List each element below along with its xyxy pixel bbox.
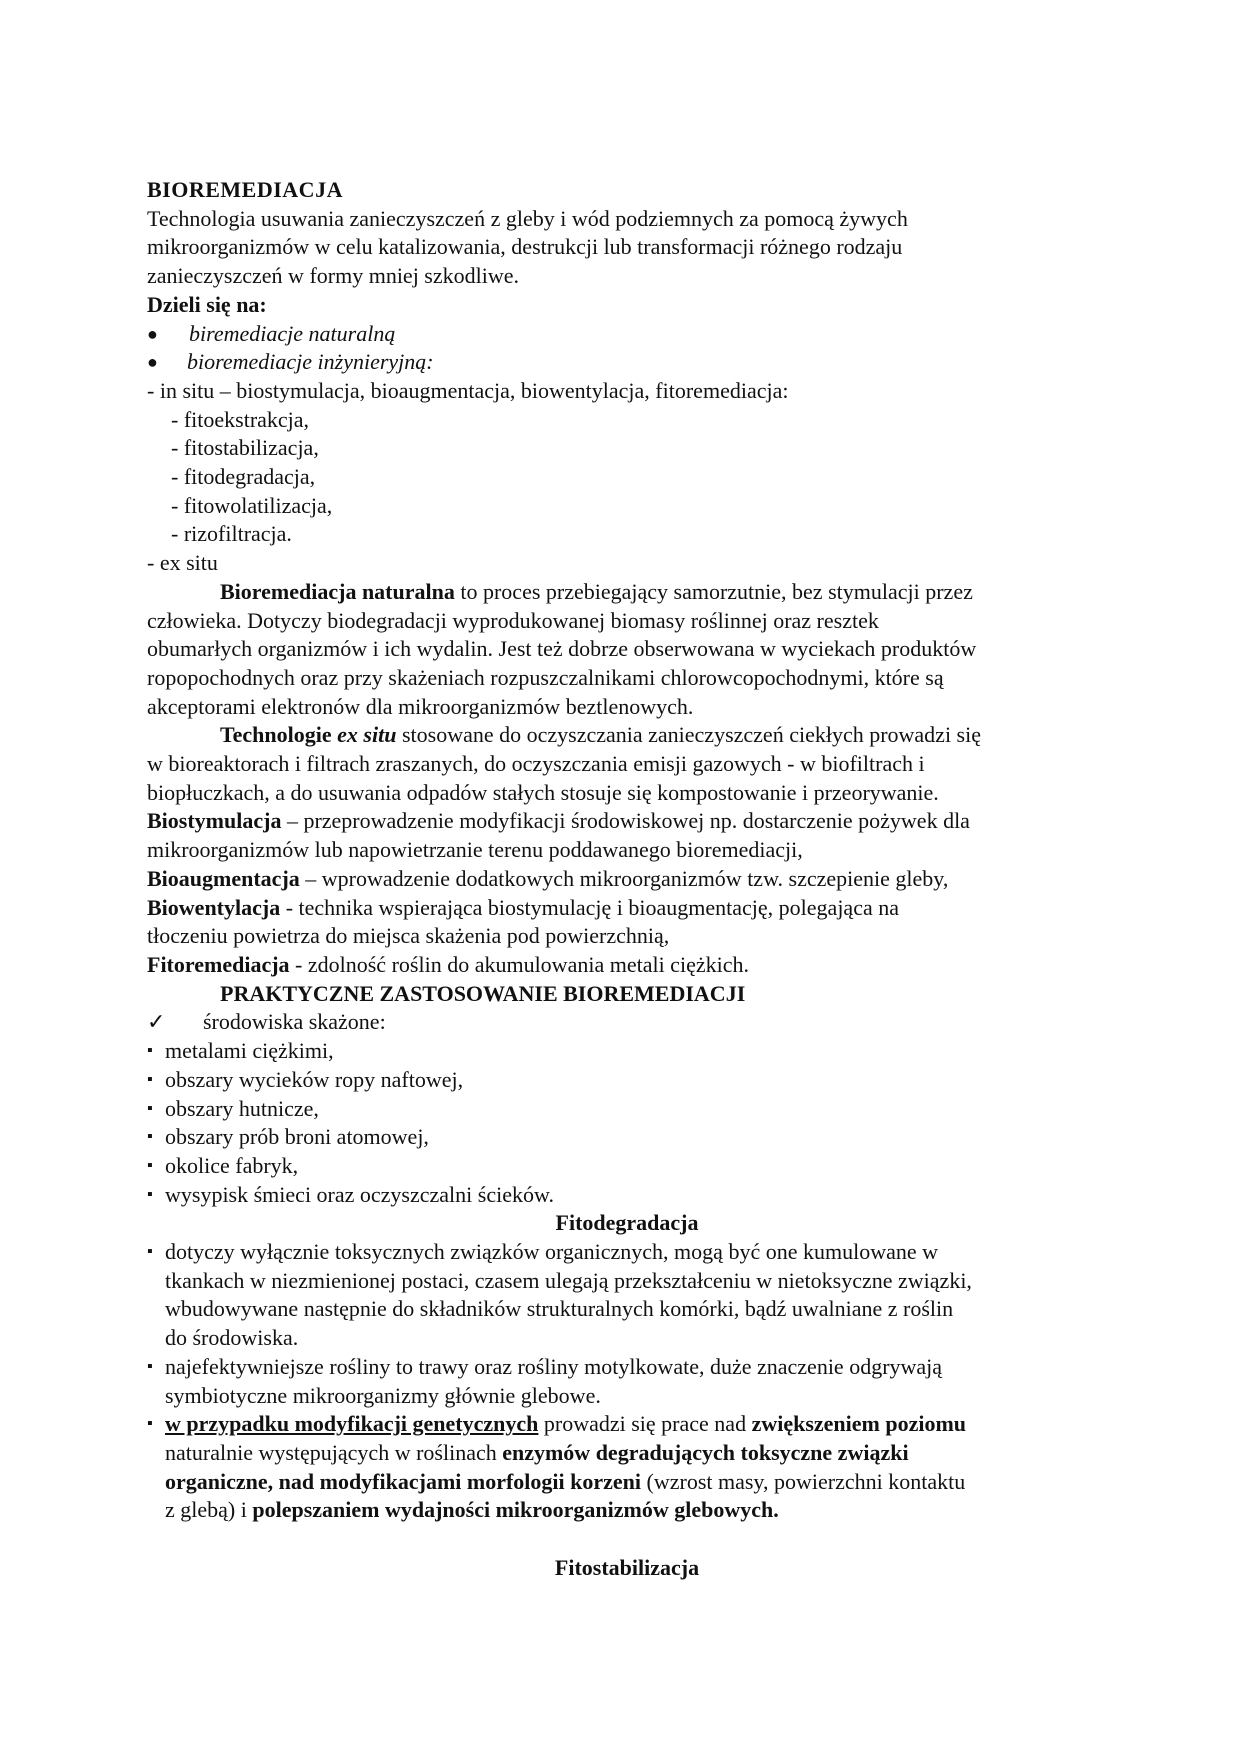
definition-line: tłoczeniu powietrza do miejsca skażenia pod powierzchnią, bbox=[147, 923, 670, 949]
paragraph-line: akceptorami elektronów dla mikroorganizmów beztlenowych. bbox=[147, 693, 694, 719]
bullet-square-icon: ▪ bbox=[147, 1042, 153, 1060]
list-item: ▪ wysypisk śmieci oraz oczyszczalni ścieków. bbox=[147, 1181, 1107, 1210]
ex-situ-line: - ex situ bbox=[147, 550, 218, 576]
section-heading: Fitodegradacja bbox=[555, 1210, 699, 1236]
list-item: ● biremediacje naturalną bbox=[147, 320, 1107, 349]
definition-line: Biowentylacja - technika wspierająca biostymulację i bioaugmentację, polegająca na bbox=[147, 894, 899, 920]
intro-line: mikroorganizmów w celu katalizowania, destrukcji lub transformacji różnego rodzaju bbox=[147, 234, 903, 260]
in-situ-line: - in situ – biostymulacja, bioaugmentacja, biowentylacja, fitoremediacja: bbox=[147, 377, 789, 403]
underlined-phrase: w przypadku modyfikacji genetycznych bbox=[165, 1411, 539, 1437]
bullet-square-icon: ▪ bbox=[147, 1156, 153, 1174]
checklist-item: ✓ środowiska skażone: bbox=[147, 1008, 1107, 1037]
check-icon: ✓ bbox=[147, 1009, 166, 1035]
bullet-dot-icon: ● bbox=[147, 323, 158, 344]
paragraph-line: Technologie ex situ stosowane do oczyszczania zanieczyszczeń ciekłych prowadzi się bbox=[220, 722, 981, 748]
bullet-square-icon: ▪ bbox=[147, 1415, 153, 1433]
bullet-square-icon: ▪ bbox=[147, 1099, 153, 1117]
paragraph-line: człowieka. Dotyczy biodegradacji wyprodukowanej biomasy roślinnej oraz resztek bbox=[147, 607, 879, 633]
paragraph-line: ropopochodnych oraz przy skażeniach rozpuszczalnikami chlorowcopochodnymi, które są bbox=[147, 664, 944, 690]
divides-label: Dzieli się na: bbox=[147, 291, 267, 317]
list-item: ▪ okolice fabryk, bbox=[147, 1152, 1107, 1181]
bullet-square-icon: ▪ bbox=[147, 1185, 153, 1203]
list-item: ▪ obszary wycieków ropy naftowej, bbox=[147, 1066, 1107, 1095]
term: Bioremediacja naturalna bbox=[220, 578, 455, 604]
paragraph-line: obumarłych organizmów i ich wydalin. Jest też dobrze obserwowana w wyciekach produktów bbox=[147, 636, 977, 662]
term: Biostymulacja bbox=[147, 808, 282, 834]
list-item: ▪ najefektywniejsze rośliny to trawy oraz rośliny motylkowate, duże znaczenie odgrywają symbiotyczne mikroorganizmy głównie glebowe. bbox=[147, 1353, 943, 1408]
definition-line: Bioaugmentacja – wprowadzenie dodatkowych mikroorganizmów tzw. szczepienie gleby, bbox=[147, 865, 949, 891]
section-heading: PRAKTYCZNE ZASTOSOWANIE BIOREMEDIACJI bbox=[220, 980, 746, 1006]
section-heading: Fitostabilizacja bbox=[554, 1555, 700, 1581]
in-situ-item: - fitostabilizacja, bbox=[171, 435, 319, 461]
page-title: BIOREMEDIACJA bbox=[147, 177, 343, 202]
term: Fitoremediacja bbox=[147, 951, 290, 977]
list-item: ▪ dotyczy wyłącznie toksycznych związków organicznych, mogą być one kumulowane w tkankach w niezmienionej postaci, czasem ulegają przekształceniu w nietoksyczne związki, wbudowywane następnie do składników strukturalnych komórki, bądź uwalniane z roślin do środowiska. bbox=[147, 1239, 972, 1351]
bullet-square-icon: ▪ bbox=[147, 1243, 153, 1261]
definition-line: Fitoremediacja - zdolność roślin do akumulowania metali ciężkich. bbox=[147, 951, 749, 977]
paragraph-line: biopłuczkach, a do usuwania odpadów stałych stosuje się kompostowanie i przeorywanie. bbox=[147, 779, 939, 805]
bullet-dot-icon: ● bbox=[147, 352, 158, 373]
term: Biowentylacja bbox=[147, 894, 281, 920]
definition-line: Biostymulacja – przeprowadzenie modyfikacji środowiskowej np. dostarczenie pożywek dla bbox=[147, 808, 970, 834]
bullet-square-icon: ▪ bbox=[147, 1357, 153, 1375]
bullet-square-icon: ▪ bbox=[147, 1070, 153, 1088]
term: Technologie bbox=[220, 722, 338, 748]
list-item: ▪ w przypadku modyfikacji genetycznych prowadzi się prace nad zwiększeniem poziomu naturalnie występujących w roślinach enzymów degradujących toksyczne związki organiczne, nad modyfikacjami morfologii korzeni (wzrost masy, powierzchni kontaktu z glebą) i polepszaniem wydajności mikroorganizmów glebowych. bbox=[147, 1411, 967, 1523]
definition-line: mikroorganizmów lub napowietrzanie terenu poddawanego bioremediacji, bbox=[147, 837, 803, 863]
list-item: ● bioremediacje inżynieryjną: bbox=[147, 348, 1107, 377]
term: Bioaugmentacja bbox=[147, 865, 300, 891]
intro-line: zanieczyszczeń w formy mniej szkodliwe. bbox=[147, 263, 520, 289]
list-item: ▪ obszary prób broni atomowej, bbox=[147, 1123, 1107, 1152]
in-situ-item: - fitowolatilizacja, bbox=[171, 492, 333, 518]
list-item: ▪ metalami ciężkimi, bbox=[147, 1037, 1107, 1066]
paragraph-line: w bioreaktorach i filtrach zraszanych, do oczyszczania emisji gazowych - w biofiltrach i bbox=[147, 751, 925, 777]
intro-line: Technologia usuwania zanieczyszczeń z gleby i wód podziemnych za pomocą żywych bbox=[147, 205, 908, 231]
in-situ-item: - fitodegradacja, bbox=[171, 464, 316, 490]
bullet-square-icon: ▪ bbox=[147, 1128, 153, 1146]
in-situ-item: - fitoekstrakcja, bbox=[171, 406, 310, 432]
in-situ-item: - rizofiltracja. bbox=[171, 521, 292, 547]
list-item: ▪ obszary hutnicze, bbox=[147, 1095, 1107, 1124]
document-body bbox=[147, 176, 1107, 1583]
paragraph-line: Bioremediacja naturalna to proces przebiegający samorzutnie, bez stymulacji przez bbox=[220, 578, 973, 604]
